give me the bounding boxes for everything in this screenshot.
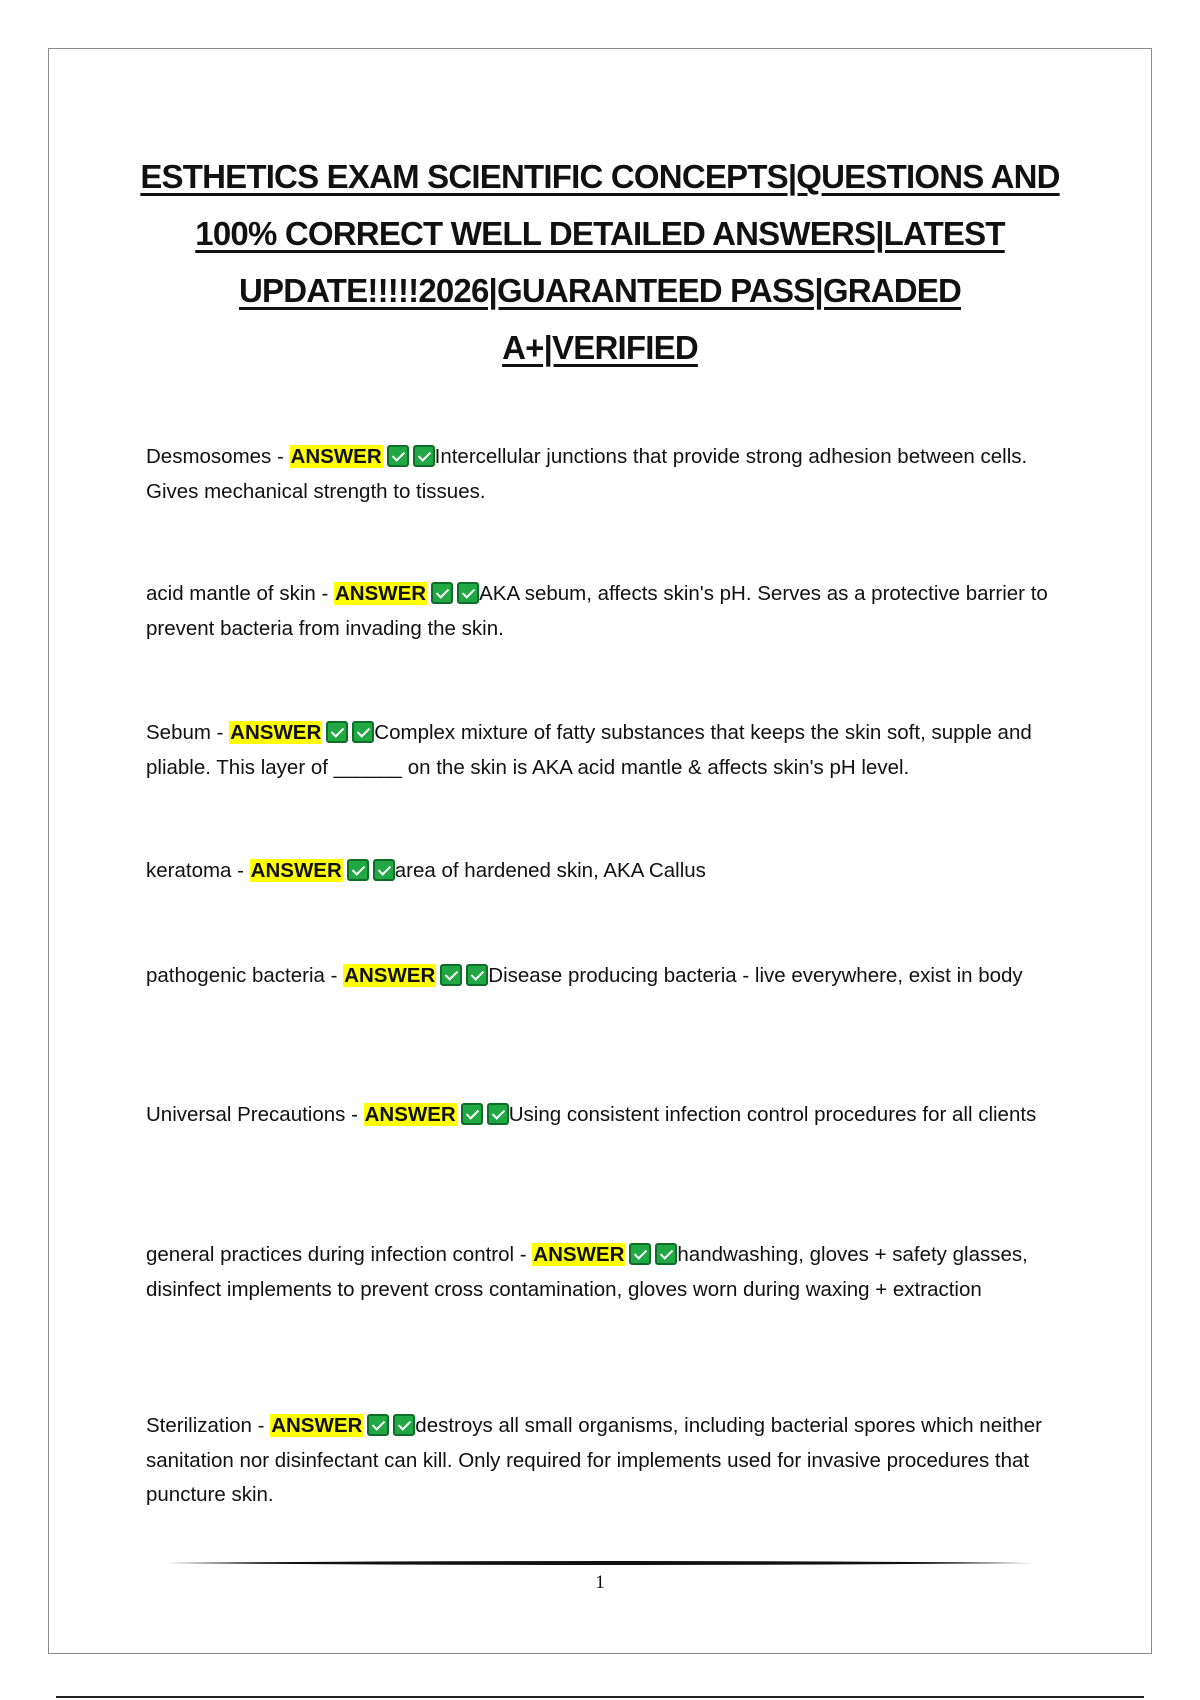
qa-term: pathogenic bacteria - [146, 964, 344, 987]
check-mark-icon [393, 1414, 415, 1436]
check-mark-icon [431, 582, 453, 604]
answer-label: ANSWER [335, 582, 427, 605]
qa-term: keratoma - [146, 859, 250, 882]
qa-answer: AKA sebum, affects skin's pH. Serves as a protective barrier to prevent bacteria from invading the skin. [146, 582, 1048, 640]
answer-label: ANSWER [364, 1103, 456, 1126]
qa-term: general practices during infection control - [146, 1243, 533, 1266]
check-mark-icon [387, 445, 409, 467]
check-mark-icon [457, 582, 479, 604]
qa-item [146, 1409, 1066, 1513]
answer-label: ANSWER [290, 445, 382, 468]
footer-divider [166, 1560, 1034, 1566]
answer-label: ANSWER [271, 1414, 363, 1437]
qa-item [146, 1098, 1066, 1133]
check-mark-icon [367, 1414, 389, 1436]
qa-item [146, 716, 1066, 785]
check-mark-icon [487, 1103, 509, 1125]
qa-answer: Complex mixture of fatty substances that keeps the skin soft, supple and pliable. This layer of ______ on the skin is AKA acid mantle & affects skin's pH level. [146, 721, 1032, 779]
qa-term: Sebum - [146, 721, 230, 744]
answer-label: ANSWER [230, 721, 322, 744]
qa-answer: Intercellular junctions that provide strong adhesion between cells. Gives mechanical strength to tissues. [146, 445, 1028, 503]
answer-label: ANSWER [250, 859, 342, 882]
qa-answer: destroys all small organisms, including bacterial spores which neither sanitation nor disinfectant can kill. Only required for implements used for invasive procedures that puncture skin. [146, 1414, 1042, 1506]
check-mark-icon [461, 1103, 483, 1125]
qa-item [146, 440, 1066, 509]
check-mark-icon [629, 1243, 651, 1265]
check-mark-icon [373, 859, 395, 881]
qa-answer: handwashing, gloves + safety glasses, disinfect implements to prevent cross contamination, gloves worn during waxing + extraction [146, 1243, 1028, 1301]
qa-term: Sterilization - [146, 1414, 271, 1437]
document-title: ESTHETICS EXAM SCIENTIFIC CONCEPTS|QUESTIONS AND 100% CORRECT WELL DETAILED ANSWERS|LATEST UPDATE!!!!!2026|GUARANTEED PASS|GRADED A+|VERIFIED [140, 158, 1060, 366]
answer-label: ANSWER [533, 1243, 625, 1266]
qa-term: acid mantle of skin - [146, 582, 334, 605]
qa-item [146, 959, 1066, 994]
check-mark-icon [347, 859, 369, 881]
page-number: 1 [595, 1572, 605, 1593]
check-mark-icon [352, 721, 374, 743]
check-mark-icon [655, 1243, 677, 1265]
answer-label: ANSWER [344, 964, 436, 987]
qa-answer: Using consistent infection control procedures for all clients [508, 1103, 1037, 1126]
qa-item [146, 854, 1066, 889]
check-mark-icon [440, 964, 462, 986]
qa-item [146, 577, 1066, 646]
check-mark-icon [466, 964, 488, 986]
qa-term: Universal Precautions - [146, 1103, 364, 1126]
qa-item [146, 1238, 1066, 1307]
qa-answer: Disease producing bacteria - live everywhere, exist in body [488, 964, 1023, 987]
check-mark-icon [326, 721, 348, 743]
qa-answer: area of hardened skin, AKA Callus [394, 859, 706, 882]
check-mark-icon [413, 445, 435, 467]
qa-term: Desmosomes - [146, 445, 290, 468]
bottom-rule [56, 1696, 1144, 1698]
